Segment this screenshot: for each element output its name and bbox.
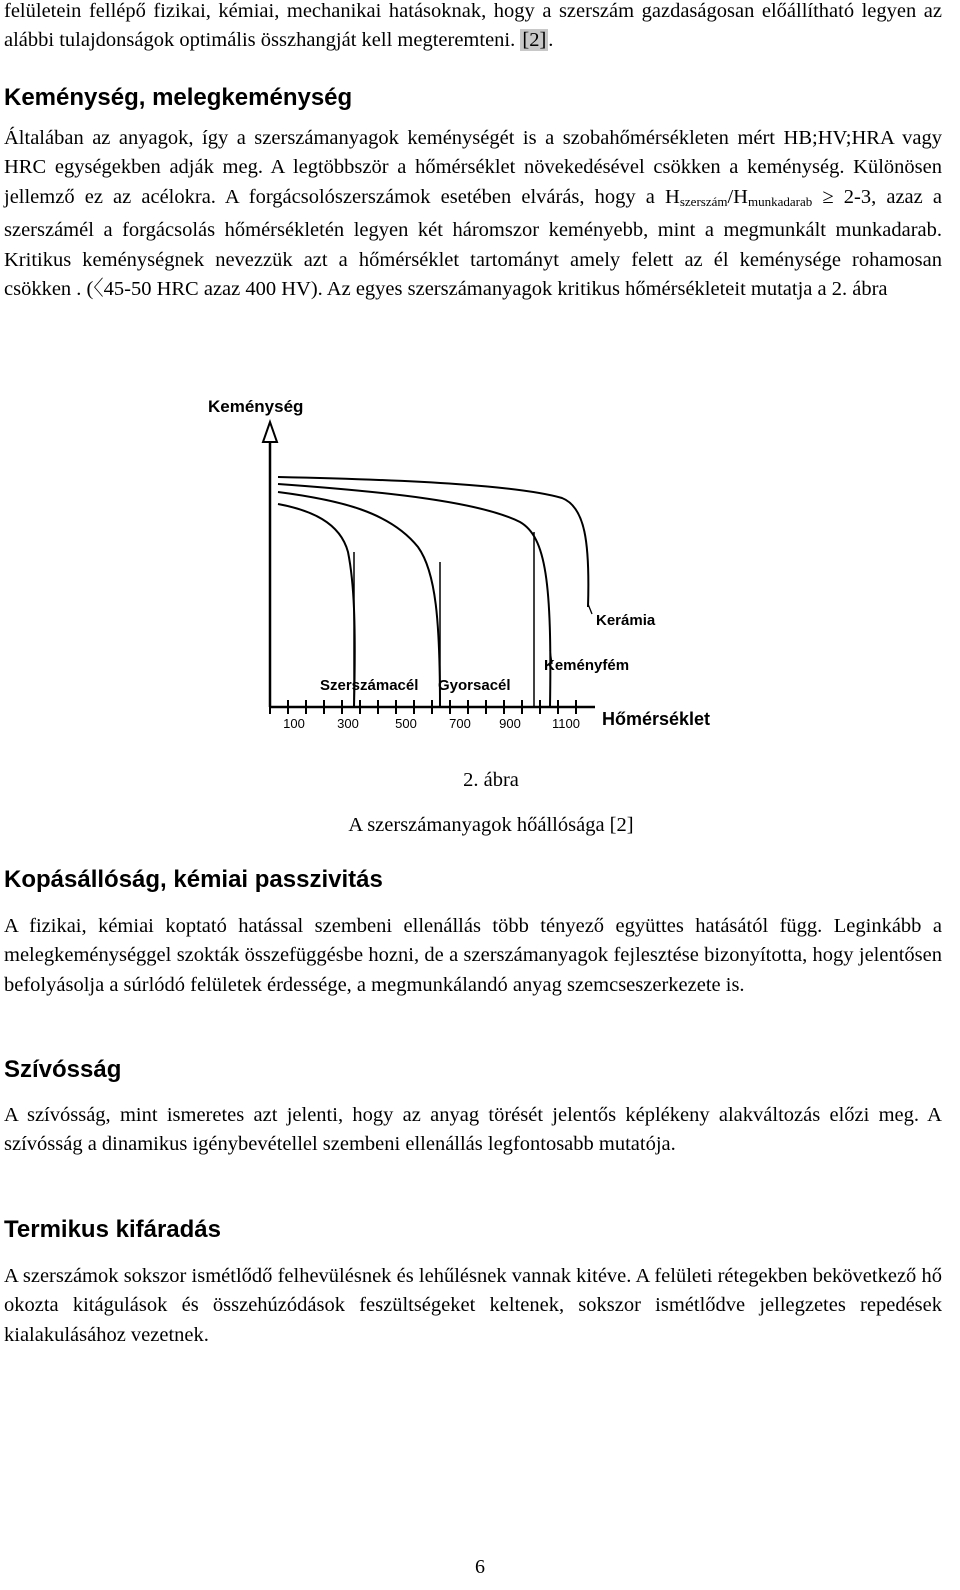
hardness-paragraph: [4, 124, 942, 304]
label-ceramic: Kerámia: [596, 612, 656, 629]
reference-link[interactable]: [2]: [522, 29, 547, 52]
figure-leader-lines: [550, 604, 592, 664]
toughness-paragraph: A szívósság, mint ismeretes azt jelenti, hogy az anyag törését jelentős képlékeny alakváltozás előzi meg. A szívósság a dinamikus igénybevétellel szembeni ellenállás legfontosabb mutatója.: [4, 1104, 942, 1156]
figure-y-arrow: [263, 422, 277, 442]
subscript-workpiece: munkadarab: [747, 193, 813, 209]
x-tick-900: 900: [499, 716, 521, 731]
hardness-text-1: Általában az anyagok, így a szerszámanyagok keménységét is a szobahőmérsékleten mért HB;HV;HRA vagy HRC egységekben adják meg. A legtöbbször a hőmérséklet növekedésével csökken a keménység. Különösen jellemző ez az acélokra. A forgácsolószerszámok esetében elvárás, hogy a H: [4, 127, 942, 208]
thermal-paragraph: A szerszámok sokszor ismétlődő felhevülésnek és lehűlésnek vannak kitéve. A felületi rétegekben bekövetkező hő okozta kitágulások és összehúzódások feszültségeket keltenek, sokszor ismétlődve jellegzetes repedések kialakulásához vezetnek.: [4, 1265, 942, 1346]
label-carbide: Keményfém: [544, 657, 630, 674]
intro-text: felületein fellépő fizikai, kémiai, mechanikai hatásoknak, hogy a szerszám gazdaságosan előállítható legyen az alábbi tulajdonságok optimális összhangját kell megteremteni.: [4, 0, 942, 52]
heading-thermal: Termikus kifáradás: [4, 1216, 221, 1243]
label-hss: Gyorsacél: [438, 677, 511, 694]
figure-x-label: Hőmérséklet: [602, 709, 711, 729]
curve-hss: [278, 492, 440, 707]
intro-end: .: [548, 29, 554, 52]
figure-number: 2. ábra: [463, 769, 519, 791]
figure-caption: A szerszámanyagok hőállósága [2]: [348, 814, 634, 836]
heading-wear: Kopásállóság, kémiai passzivitás: [4, 866, 383, 893]
subscript-tool: szerszám: [679, 193, 728, 209]
figure-curves: [278, 477, 588, 707]
wear-paragraph: A fizikai, kémiai koptató hatással szembeni ellenállás több tényező együttes hatásától függ. Leginkább a melegkeménységgel szokták összefüggésbe hozni, de a szerszámanyagok fejlesztése bizonyította, hogy jelentősen befolyásolja a súrlódó felületek érdessége, a megmunkálandó anyag szemcseszerkezete is.: [4, 915, 942, 996]
x-tick-100: 100: [283, 716, 305, 731]
figure-x-tick-labels: [283, 716, 580, 731]
heading-hardness: Keménység, melegkeménység: [4, 84, 353, 111]
heading-toughness: Szívósság: [4, 1056, 122, 1083]
figure-y-label: Keménység: [208, 397, 304, 416]
x-tick-300: 300: [337, 716, 359, 731]
x-tick-500: 500: [395, 716, 417, 731]
x-tick-1100: 1100: [552, 716, 580, 731]
hardness-text-mid: /H: [727, 185, 748, 208]
intro-paragraph: [4, 0, 942, 56]
label-tool-steel: Szerszámacél: [320, 677, 419, 694]
x-tick-700: 700: [449, 716, 471, 731]
page-number: 6: [475, 1556, 485, 1578]
hardness-temperature-figure: [190, 382, 750, 742]
hardness-text-2: ≥ 2-3, azaz a szerszámél a forgácsolás hőmérsékletén legyen két háromszor keményebb, mint a megmunkált munkadarab. Kritikus keménységnek nevezzük azt a hőmérséklet tartományt amely felett az él keménysége rohamosan csökken . (〈45-50 HRC azaz 400 HV). Az egyes szerszámanyagok kritikus hőmérsékleteit mutatja a 2. ábra: [4, 185, 942, 301]
